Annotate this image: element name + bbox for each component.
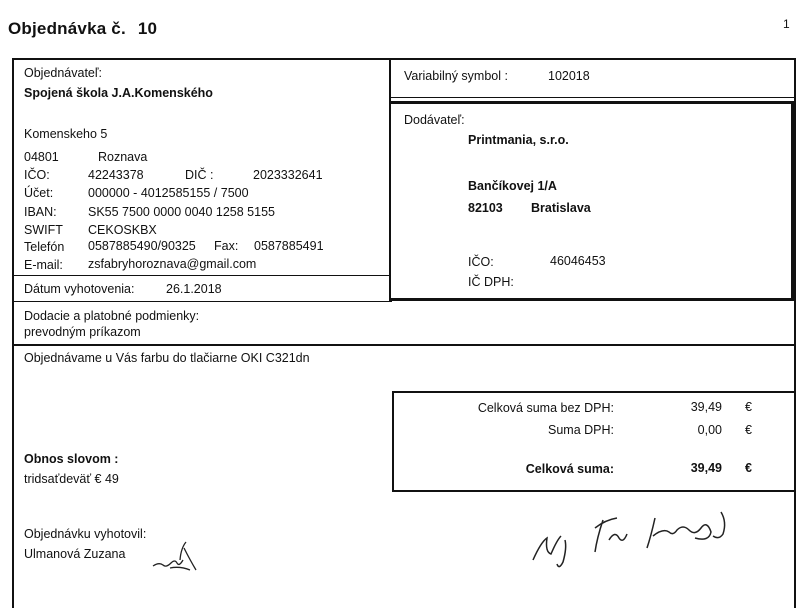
- orderer-name: Spojená škola J.A.Komenského: [24, 86, 213, 100]
- terms-value: prevodným príkazom: [24, 325, 141, 339]
- totals-box-left: [392, 391, 394, 492]
- orderer-ico-label: IČO:: [24, 168, 50, 182]
- issuer-signature: [150, 538, 210, 578]
- total-label: Celková suma:: [525, 462, 614, 476]
- orderer-fax-label: Fax:: [214, 239, 239, 253]
- issued-by-label: Objednávku vyhotovil:: [24, 527, 147, 541]
- document-title: [8, 19, 157, 39]
- sum-without-vat-label: Celková suma bez DPH:: [477, 401, 614, 415]
- orderer-swift: CEKOSKBX: [88, 223, 157, 237]
- supplier-box-top: [391, 101, 794, 104]
- issue-date: 26.1.2018: [166, 282, 222, 296]
- totals-box-top: [392, 391, 795, 393]
- terms-divider: [14, 344, 795, 346]
- amount-words-label: Obnos slovom :: [24, 452, 119, 466]
- supplier-box-bottom: [389, 298, 795, 301]
- currency-2: €: [745, 423, 752, 437]
- outer-frame-right: [794, 58, 796, 608]
- vs-divider: [389, 97, 795, 98]
- supplier-box-right: [791, 101, 794, 301]
- variable-symbol: 102018: [548, 69, 590, 83]
- date-divider: [14, 275, 390, 276]
- supplier-city: Bratislava: [531, 201, 591, 215]
- order-description: Objednávame u Vás farbu do tlačiarne OKI C321dn: [24, 351, 310, 365]
- amount-words: tridsaťdeväť € 49: [24, 472, 119, 486]
- variable-symbol-label: Variabilný symbol :: [404, 69, 508, 83]
- issued-by-name: Ulmanová Zuzana: [24, 547, 126, 561]
- orderer-iban: SK55 7500 0000 0040 1258 5155: [88, 205, 275, 219]
- order-number: 10: [137, 19, 158, 38]
- supplier-label: Dodávateľ:: [404, 113, 465, 127]
- orderer-iban-label: IBAN:: [24, 205, 57, 219]
- orderer-email: zsfabryhoroznava@gmail.com: [88, 257, 257, 271]
- vat-amount: 0,00: [697, 423, 722, 437]
- supplier-ico: 46046453: [550, 254, 606, 268]
- orderer-zip: 04801: [24, 150, 59, 164]
- director-signature: [525, 500, 755, 570]
- orderer-account-label: Účet:: [24, 186, 54, 200]
- orderer-swift-label: SWIFT: [24, 223, 63, 237]
- column-divider: [389, 58, 391, 301]
- currency-1: €: [745, 400, 752, 414]
- supplier-ico-label: IČO:: [468, 255, 494, 269]
- orderer-street: Komenskeho 5: [24, 127, 108, 141]
- orderer-label: Objednávateľ:: [24, 66, 103, 80]
- issue-date-label: Dátum vyhotovenia:: [24, 282, 135, 296]
- totals-box-bottom: [392, 490, 795, 492]
- orderer-dic-label: DIČ :: [185, 168, 214, 182]
- supplier-zip: 82103: [468, 201, 503, 215]
- orderer-dic: 2023332641: [253, 168, 323, 182]
- outer-frame-left: [12, 58, 14, 608]
- orderer-ico: 42243378: [88, 168, 144, 182]
- orderer-city: Roznava: [98, 150, 148, 164]
- orderer-fax: 0587885491: [254, 239, 324, 253]
- orderer-phone: 0587885490/90325: [88, 239, 196, 253]
- section-divider: [14, 301, 392, 302]
- supplier-street: Bančíkovej 1/A: [468, 179, 557, 193]
- terms-label: Dodacie a platobné podmienky:: [24, 309, 200, 323]
- sum-without-vat: 39,49: [690, 400, 722, 414]
- title-text: Objednávka č.: [8, 19, 126, 38]
- supplier-icdph-label: IČ DPH:: [468, 275, 514, 289]
- currency-3: €: [745, 461, 752, 475]
- page-number: 1: [783, 17, 790, 31]
- supplier-name: Printmania, s.r.o.: [468, 133, 569, 147]
- total-amount: 39,49: [690, 461, 722, 475]
- outer-frame-top: [12, 58, 795, 60]
- orderer-email-label: E-mail:: [24, 258, 63, 272]
- orderer-phone-label: Telefón: [24, 240, 65, 254]
- orderer-account: 000000 - 4012585155 / 7500: [88, 186, 249, 200]
- vat-label: Suma DPH:: [548, 423, 614, 437]
